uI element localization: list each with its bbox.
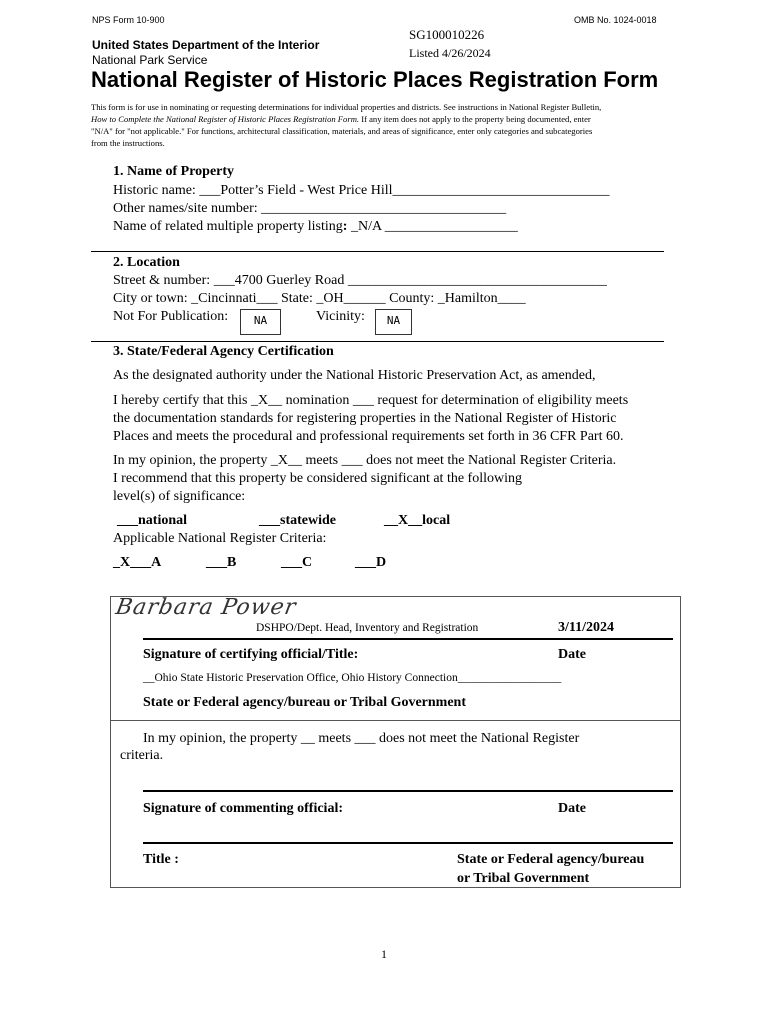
commenting-opinion-line-2: criteria.: [120, 748, 164, 763]
historic-name-row: [113, 183, 610, 199]
certify-line-2: the documentation standards for registering properties in the National Register of Historic: [113, 411, 617, 426]
state-label: State:: [277, 291, 317, 306]
opinion-statement: In my opinion, the property _X__ meets ___ does not meet the National Register Criteria.: [113, 453, 617, 468]
section-3-heading: 3. State/Federal Agency Certification: [113, 344, 334, 359]
recommend-line-2: level(s) of significance:: [113, 489, 246, 504]
certification-date-field[interactable]: 3/11/2024: [558, 620, 615, 635]
related-listing-field[interactable]: _N/A ___________________: [347, 219, 518, 234]
street-row: [113, 273, 607, 289]
related-listing-colon: :: [342, 219, 348, 234]
department-name: United States Department of the Interior: [92, 38, 320, 52]
criterion-a[interactable]: _X___A: [113, 555, 162, 570]
omb-number: OMB No. 1024-0018: [574, 15, 657, 25]
intro-line-4: from the instructions.: [91, 138, 165, 148]
section-divider-2: [91, 341, 664, 342]
section-2-heading: 2. Location: [113, 255, 180, 270]
not-for-publication-label: Not For Publication:: [113, 309, 229, 324]
certify-line-3: Places and meets the procedural and professional requirements set forth in 36 CFR Part 60.: [113, 429, 624, 444]
signature-block-divider: [110, 720, 680, 721]
historic-name-field[interactable]: ___Potter’s Field - West Price Hill_______________________________: [199, 183, 610, 198]
street-label: Street & number:: [113, 273, 214, 288]
not-for-publication-field[interactable]: NA: [240, 309, 281, 335]
related-listing-label: Name of related multiple property listing: [113, 219, 343, 234]
title-line: [143, 842, 673, 844]
criterion-c[interactable]: ___C: [281, 555, 313, 570]
intro-guide-title: How to Complete the National Register of Historic Places Registration Form.: [91, 114, 360, 124]
street-field[interactable]: ___4700 Guerley Road _____________________________________: [213, 273, 607, 288]
intro-line-1: This form is for use in nominating or requesting determinations for individual properties and districts. See instructions in National Register Bulletin,: [91, 102, 602, 112]
other-names-label: Other names/site number:: [113, 201, 262, 216]
handwritten-signature: Barbara Power: [113, 595, 299, 620]
criteria-label: Applicable National Register Criteria:: [113, 531, 327, 546]
state-field[interactable]: _OH______: [316, 291, 386, 306]
criterion-d[interactable]: ___D: [355, 555, 387, 570]
level-local[interactable]: __X__local: [384, 513, 451, 528]
official-title-field[interactable]: DSHPO/Dept. Head, Inventory and Registration: [256, 622, 479, 634]
signature-line-1: [143, 638, 673, 640]
city-row: [113, 291, 526, 307]
commenting-opinion-line-1: In my opinion, the property __ meets ___ does not meet the National Register: [143, 731, 580, 746]
other-names-row: [113, 201, 506, 217]
vicinity-label: Vicinity:: [316, 309, 365, 324]
agency-label-2a: State or Federal agency/bureau: [457, 852, 645, 867]
vicinity-field[interactable]: NA: [375, 309, 412, 335]
signature-label: Signature of certifying official/Title:: [143, 647, 359, 662]
intro-line-3: "N/A" for "not applicable." For functions, architectural classification, materials, and areas of significance, enter only categories and subcategories: [91, 126, 593, 136]
agency-label-2b: or Tribal Government: [457, 871, 590, 886]
section-divider-1: [91, 251, 664, 252]
other-names-field[interactable]: ___________________________________: [261, 201, 507, 216]
level-statewide[interactable]: ___statewide: [259, 513, 336, 528]
level-national[interactable]: ___national: [117, 513, 188, 528]
certify-line-1: I hereby certify that this _X__ nomination ___ request for determination of eligibility meets: [113, 393, 629, 408]
form-number: NPS Form 10-900: [92, 15, 165, 25]
authority-statement: As the designated authority under the National Historic Preservation Act, as amended,: [113, 368, 596, 383]
related-listing-row: [113, 219, 518, 235]
historic-name-label: Historic name:: [113, 183, 200, 198]
commenting-date-label: Date: [558, 801, 586, 816]
service-name: National Park Service: [92, 53, 208, 67]
date-label: Date: [558, 647, 586, 662]
city-label: City or town:: [113, 291, 192, 306]
reference-number: SG100010226: [409, 27, 485, 42]
commenting-official-label: Signature of commenting official:: [143, 801, 343, 816]
intro-line-2-rest: If any item does not apply to the property being documented, enter: [359, 114, 591, 124]
section-1-heading: 1. Name of Property: [113, 164, 235, 179]
listed-date: Listed 4/26/2024: [409, 46, 491, 60]
commenting-signature-line: [143, 790, 673, 792]
title-label: Title :: [143, 852, 179, 867]
agency-label: State or Federal agency/bureau or Tribal Government: [143, 695, 467, 710]
agency-field[interactable]: __Ohio State Historic Preservation Office, Ohio History Connection__________________: [143, 672, 562, 684]
county-label: County:: [385, 291, 438, 306]
page-number: 1: [381, 947, 387, 961]
recommend-line-1: I recommend that this property be considered significant at the following: [113, 471, 522, 486]
city-field[interactable]: _Cincinnati___: [191, 291, 278, 306]
criterion-b[interactable]: ___B: [206, 555, 237, 570]
county-field[interactable]: _Hamilton____: [437, 291, 526, 306]
intro-line-2: [91, 114, 591, 124]
page-title: National Register of Historic Places Registration Form: [91, 67, 659, 92]
